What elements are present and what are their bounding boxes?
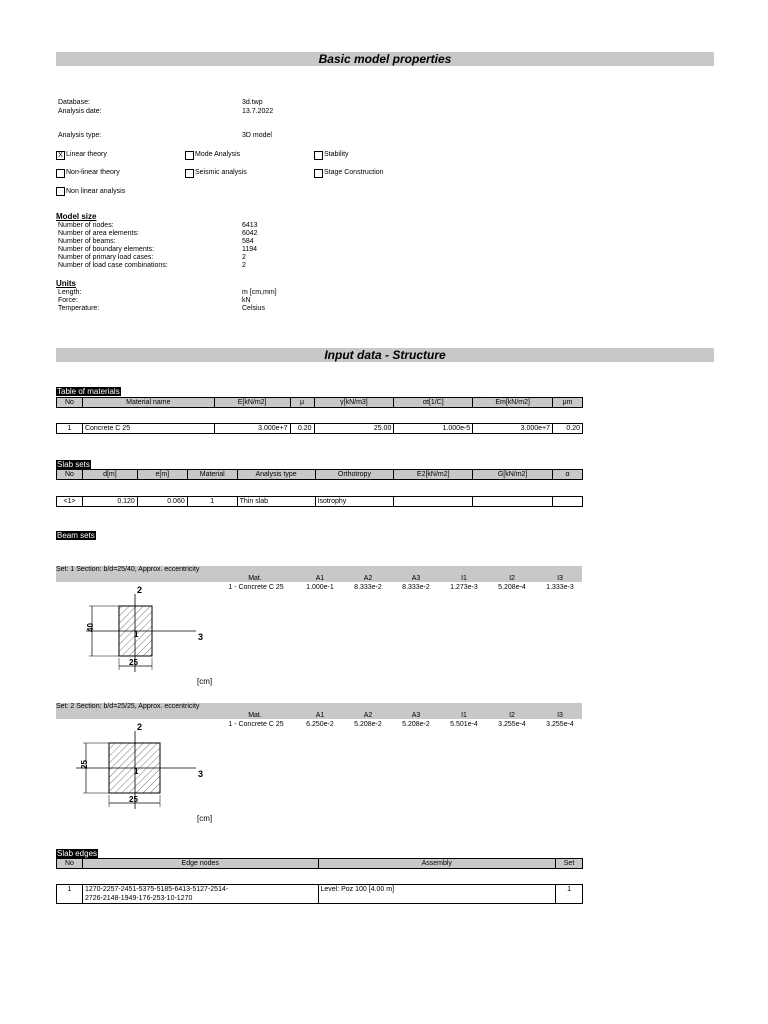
units-title: Units xyxy=(56,279,76,288)
col-header: d[m] xyxy=(83,470,138,479)
cell: 0.20 xyxy=(553,424,583,433)
beam-col-header: Mat. xyxy=(248,575,262,582)
model-size-label: Number of boundary elements: xyxy=(58,246,155,253)
col-header: γ[kN/m3] xyxy=(315,398,395,407)
cell: 3.000e+7 xyxy=(215,424,291,433)
cell: 1 xyxy=(556,885,583,903)
beam-value: 3.255e-4 xyxy=(498,721,526,728)
axis-3-label: 3 xyxy=(198,632,204,642)
beam-sets-title: Beam sets xyxy=(57,531,95,540)
cell: 3.000e+7 xyxy=(473,424,553,433)
col-header: e[m] xyxy=(138,470,188,479)
cell: 0.120 xyxy=(83,497,138,506)
col-header: μm xyxy=(553,398,583,407)
beam-col-header: I3 xyxy=(557,712,563,719)
cell: 1 xyxy=(57,424,83,433)
table-row xyxy=(56,884,583,904)
beam-col-header: A2 xyxy=(363,575,373,582)
col-header: Edge nodes xyxy=(83,859,319,868)
cell: <1> xyxy=(57,497,83,506)
beam-value: 5.208e-2 xyxy=(354,721,382,728)
col-header: G[kN/m2] xyxy=(473,470,553,479)
info-value-date: 13.7.2022 xyxy=(242,108,274,115)
units-value: kN xyxy=(242,297,251,304)
checkbox-stability[interactable] xyxy=(314,151,323,160)
option-label-nonlinear: Non-linear theory xyxy=(66,169,120,176)
axis-2-label: 2 xyxy=(137,722,143,732)
checkbox-stage-construction[interactable] xyxy=(314,169,323,178)
info-value-analysis-type: 3D model xyxy=(242,132,272,139)
beam-value: 3.255e-4 xyxy=(546,721,574,728)
info-label-analysis-type: Analysis type: xyxy=(58,132,102,139)
col-header: Assembly xyxy=(319,859,557,868)
cell: 0.20 xyxy=(291,424,315,433)
cell: 1.000e-5 xyxy=(394,424,473,433)
beam-set-2-caption: Set: 2 Section: b/d=25/25, Approx. eccentricity xyxy=(56,703,200,710)
beam-col-header: I1 xyxy=(461,712,467,719)
units-label: Force: xyxy=(58,297,78,304)
materials-header-row xyxy=(56,397,583,408)
beam-value: 1 - Concrete C 25 xyxy=(228,584,284,591)
beam-col-header: I2 xyxy=(509,575,515,582)
col-header: E2[kN/m2] xyxy=(394,470,473,479)
checkbox-non-linear-theory[interactable] xyxy=(56,169,65,178)
option-label-stability: Stability xyxy=(324,151,349,158)
beam-value: 8.333e-2 xyxy=(354,584,382,591)
beam-section-2-diagram xyxy=(56,717,226,827)
col-header: No xyxy=(57,470,83,479)
cell xyxy=(473,497,553,506)
beam-value: 1.333e-3 xyxy=(546,584,574,591)
edge-nodes-line-1: 1270-2257-2451-5375-5185-6413-5127-2514- xyxy=(84,886,229,893)
model-size-value: 584 xyxy=(242,238,254,245)
dim-height-label: 25 xyxy=(80,760,89,769)
cell xyxy=(553,497,583,506)
col-header: Material xyxy=(188,470,238,479)
units-label: Temperature: xyxy=(58,305,100,312)
col-header: Analysis type xyxy=(238,470,316,479)
beam-value: 8.333e-2 xyxy=(402,584,430,591)
info-value-database: 3d.twp xyxy=(242,99,263,106)
slab-sets-header-row xyxy=(56,469,583,480)
option-label-mode: Mode Analysis xyxy=(195,151,241,158)
model-size-value: 1194 xyxy=(242,246,258,253)
beam-col-header: A3 xyxy=(411,575,421,582)
table-row xyxy=(56,423,583,434)
col-header: No xyxy=(57,859,83,868)
slab-sets-title: Slab sets xyxy=(57,460,90,469)
model-size-value: 2 xyxy=(242,262,246,269)
option-label-stage: Stage Construction xyxy=(324,169,384,176)
section-title-input: Input data - Structure xyxy=(56,348,714,362)
info-label-database: Database: xyxy=(58,99,90,106)
model-size-label: Number of load case combinations: xyxy=(58,262,168,269)
axis-1-label: 1 xyxy=(134,767,139,776)
section-title-basic: Basic model properties xyxy=(56,52,714,66)
axis-1-label: 1 xyxy=(134,630,139,639)
units-value: Celsius xyxy=(242,305,265,312)
axis-3-label: 3 xyxy=(198,769,204,779)
model-size-label: Number of primary load cases: xyxy=(58,254,154,261)
model-size-value: 2 xyxy=(242,254,246,261)
beam-col-header: Mat. xyxy=(248,712,262,719)
checkbox-non-linear-analysis[interactable] xyxy=(56,187,65,196)
unit-label: [cm] xyxy=(197,677,213,686)
col-header: αt[1/C] xyxy=(394,398,473,407)
units-value: m [cm,mm] xyxy=(242,289,277,296)
dim-width-label: 25 xyxy=(129,658,138,667)
model-size-value: 6042 xyxy=(242,230,258,237)
beam-col-header: A1 xyxy=(315,575,325,582)
model-size-value: 6413 xyxy=(242,222,258,229)
beam-value: 5.501e-4 xyxy=(450,721,478,728)
col-header: Orthotropy xyxy=(316,470,395,479)
checkbox-mode-analysis[interactable] xyxy=(185,151,194,160)
slab-edges-title: Slab edges xyxy=(57,849,98,858)
units-label: Length: xyxy=(58,289,82,296)
checkbox-seismic[interactable] xyxy=(185,169,194,178)
axis-2-label: 2 xyxy=(137,585,143,595)
info-label-date: Analysis date: xyxy=(58,108,102,115)
beam-value: 5.208e-2 xyxy=(402,721,430,728)
beam-col-header: I3 xyxy=(557,575,563,582)
model-size-label: Number of beams: xyxy=(58,238,116,245)
option-label-seismic: Seismic analysis xyxy=(195,169,247,176)
cell: 1 xyxy=(57,885,83,903)
model-size-title: Model size xyxy=(56,212,97,221)
beam-value: 1.273e-3 xyxy=(450,584,478,591)
beam-col-header: A3 xyxy=(411,712,421,719)
cell: 0.060 xyxy=(138,497,188,506)
edge-nodes-line-2: 2726-2148-1949-176-253-10-1270 xyxy=(84,895,193,902)
col-header: α xyxy=(553,470,583,479)
table-row xyxy=(56,496,583,507)
col-header: Material name xyxy=(83,398,215,407)
beam-value: 1 - Concrete C 25 xyxy=(228,721,284,728)
slab-edges-header-row xyxy=(56,858,583,869)
beam-col-header: A1 xyxy=(315,712,325,719)
materials-title: Table of materials xyxy=(57,387,120,396)
option-label-nonlinear-analysis: Non linear analysis xyxy=(66,188,126,195)
beam-set-1-caption: Set: 1 Section: b/d=25/40, Approx. eccentricity xyxy=(56,566,200,573)
col-header: Set xyxy=(556,859,583,868)
col-header: μ xyxy=(291,398,315,407)
beam-value: 5.208e-4 xyxy=(498,584,526,591)
cell: Concrete C 25 xyxy=(83,424,215,433)
cell-edge-nodes xyxy=(83,885,319,903)
unit-label: [cm] xyxy=(197,814,213,823)
col-header: E[kN/m2] xyxy=(215,398,291,407)
dim-width-label: 25 xyxy=(129,795,138,804)
model-size-label: Number of nodes: xyxy=(58,222,114,229)
beam-col-header: I1 xyxy=(461,575,467,582)
option-label-linear: Linear theory xyxy=(66,151,107,158)
beam-section-1-diagram xyxy=(56,580,226,690)
cell: Isotrophy xyxy=(316,497,395,506)
checkbox-linear-theory[interactable]: X xyxy=(56,151,65,160)
cell: Level: Poz 100 [4.00 m] xyxy=(319,885,557,903)
col-header: No xyxy=(57,398,83,407)
beam-value: 1.000e-1 xyxy=(306,584,334,591)
cell: Thin slab xyxy=(238,497,316,506)
col-header: Em[kN/m2] xyxy=(473,398,553,407)
cell xyxy=(394,497,473,506)
beam-col-header: I2 xyxy=(509,712,515,719)
model-size-label: Number of area elements: xyxy=(58,230,139,237)
beam-value: 6.250e-2 xyxy=(306,721,334,728)
cell: 25.00 xyxy=(315,424,395,433)
beam-col-header: A2 xyxy=(363,712,373,719)
dim-height-label: 40 xyxy=(86,623,95,632)
cell: 1 xyxy=(188,497,238,506)
